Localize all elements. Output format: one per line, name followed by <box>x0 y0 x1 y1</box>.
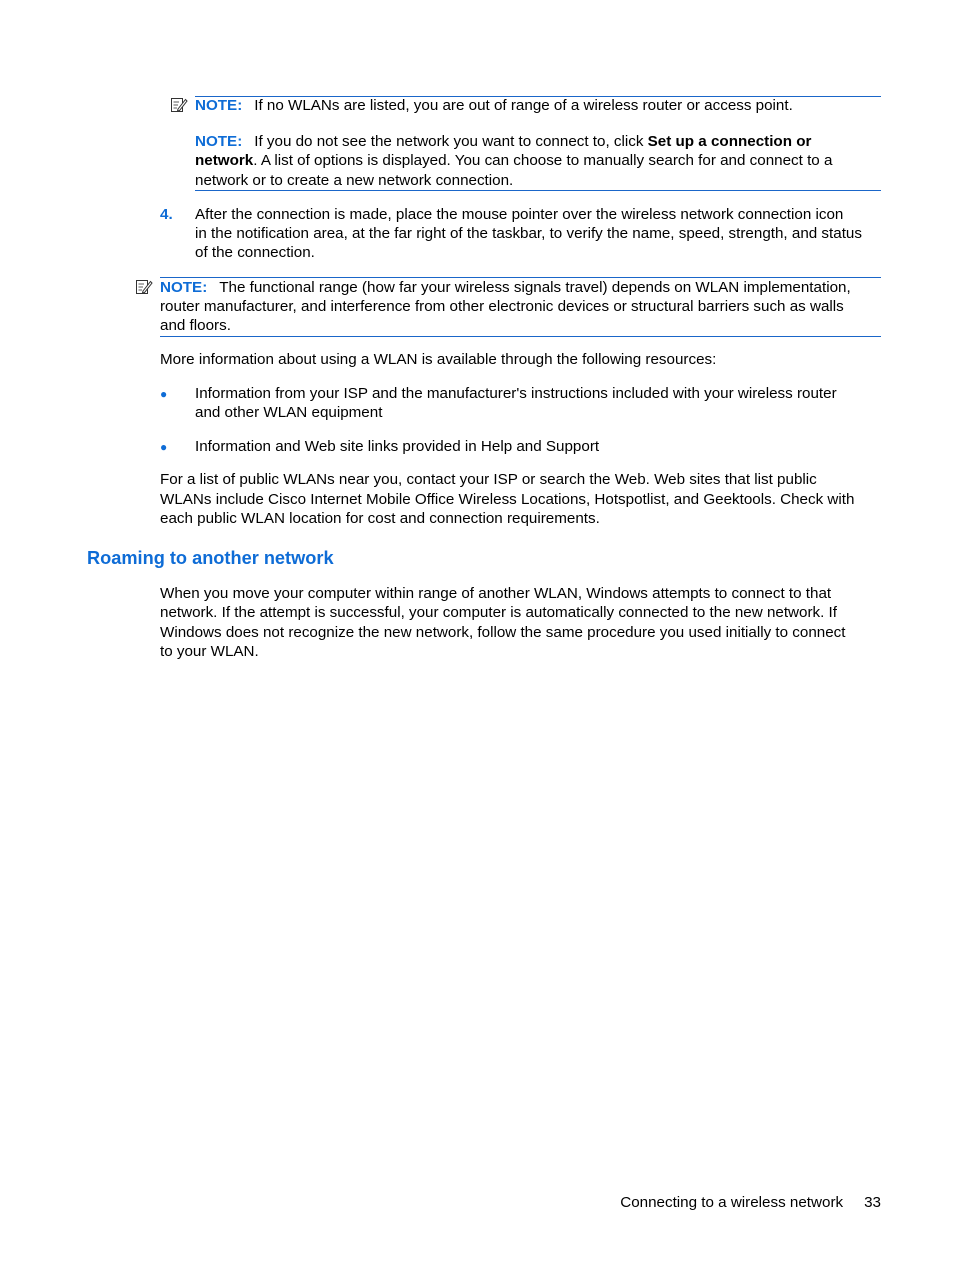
note-text: . A list of options is displayed. You can choose to manually search for and connect to a <box>253 152 833 169</box>
note-label: NOTE: <box>160 279 208 296</box>
bullet-item-1-line-2 <box>195 403 885 422</box>
note-bold-ui-text: Set up a connection or <box>647 133 812 150</box>
note-2-line-3 <box>195 171 885 190</box>
step-4-line-2 <box>195 224 885 243</box>
note-text: If no WLANs are listed, you are out of range of a wireless router or access point. <box>254 97 793 114</box>
body-text: Windows does not recognize the new network, follow the same procedure you used initially to connect <box>160 624 846 641</box>
note-text: The functional range (how far your wireless signals travel) depends on WLAN implementation, <box>219 279 851 296</box>
public-wlans-line-2 <box>160 490 885 509</box>
body-text: network. If the attempt is successful, your computer is automatically connected to the new network. If <box>160 604 838 621</box>
body-text: More information about using a WLAN is available through the following resources: <box>160 351 717 368</box>
note-3-line-2 <box>160 297 885 316</box>
note-1 <box>195 96 885 115</box>
body-text: For a list of public WLANs near you, contact your ISP or search the Web. Web sites that list public <box>160 471 817 488</box>
note-label: NOTE: <box>195 133 243 150</box>
note-2-line-2 <box>195 151 885 170</box>
section-heading: Roaming to another network <box>87 548 334 568</box>
list-item-text: Information and Web site links provided in Help and Support <box>195 438 600 455</box>
section-line-4 <box>160 642 885 661</box>
body-text: each public WLAN location for cost and connection requirements. <box>160 510 600 527</box>
bullet-item-1-line-1 <box>195 384 885 403</box>
bullet-glyph: ● <box>160 440 168 454</box>
note-label: NOTE: <box>195 97 243 114</box>
page-number: 33 <box>864 1194 881 1211</box>
body-text: WLANs include Cisco Internet Mobile Office Wireless Locations, Hotspotlist, and Geektools. Check with <box>160 491 855 508</box>
public-wlans-line-1 <box>160 470 885 489</box>
page-footer <box>620 1193 881 1212</box>
note-text: If you do not see the network you want to connect to, click <box>254 133 648 150</box>
step-number: 4. <box>160 206 173 223</box>
note-2-line-1 <box>195 132 885 151</box>
step-text: After the connection is made, place the mouse pointer over the wireless network connection icon <box>195 206 844 223</box>
section-line-3 <box>160 623 885 642</box>
note-3-line-3 <box>160 316 885 335</box>
note-pencil-icon <box>170 96 188 114</box>
step-4-line-1 <box>195 205 885 224</box>
step-4-line-3 <box>195 243 885 262</box>
note-3-line-1 <box>160 278 885 297</box>
resources-intro <box>160 350 885 369</box>
note-text: and floors. <box>160 317 231 334</box>
bullet-glyph: ● <box>160 387 168 401</box>
step-text: of the connection. <box>195 244 315 261</box>
note-pencil-icon <box>135 278 153 296</box>
note-text: network or to create a new network connection. <box>195 172 514 189</box>
section-line-2 <box>160 603 885 622</box>
note-bold-ui-text: network <box>195 152 254 169</box>
list-item-text: Information from your ISP and the manufacturer's instructions included with your wireless router <box>195 385 837 402</box>
body-text: to your WLAN. <box>160 643 259 660</box>
footer-chapter-title: Connecting to a wireless network <box>620 1194 844 1211</box>
note-text: router manufacturer, and interference from other electronic devices or structural barriers such as walls <box>160 298 844 315</box>
step-text: in the notification area, at the far right of the taskbar, to verify the name, speed, strength, and status <box>195 225 862 242</box>
body-text: When you move your computer within range of another WLAN, Windows attempts to connect to that <box>160 585 832 602</box>
section-line-1 <box>160 584 885 603</box>
list-item-text: and other WLAN equipment <box>195 404 383 421</box>
public-wlans-line-3 <box>160 509 885 528</box>
bullet-item-2 <box>195 437 885 456</box>
